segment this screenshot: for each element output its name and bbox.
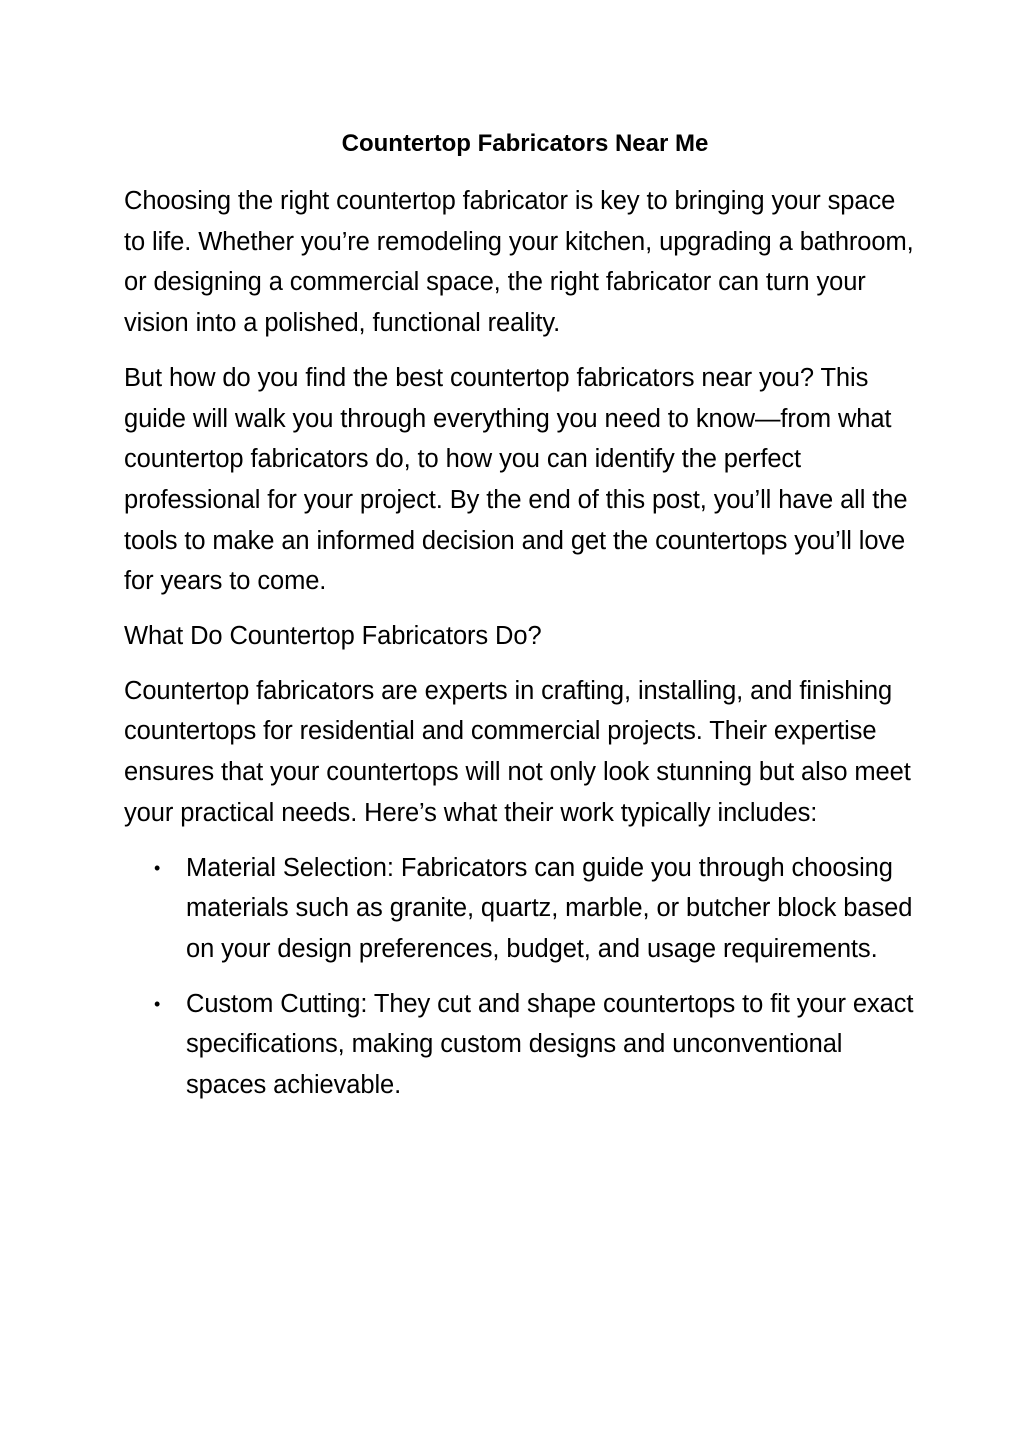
bullet-icon: • bbox=[154, 993, 161, 1014]
bullet-icon: • bbox=[154, 857, 161, 878]
list-item bbox=[124, 848, 914, 970]
document-title: Countertop Fabricators Near Me bbox=[341, 130, 709, 157]
list-item-text: Custom Cutting: They cut and shape countertops to fit your exact specifications, making custom designs and unconventional spaces achievable. bbox=[186, 989, 914, 1100]
section-heading: What Do Countertop Fabricators Do? bbox=[124, 622, 542, 651]
fabricators-paragraph: Countertop fabricators are experts in crafting, installing, and finishing countertops for residential and commercial projects. Their expertise ensures that your countertops will not only look stunning but also meet your practical needs. Here’s what their work typically includes: bbox=[124, 676, 911, 827]
list-item-text: Material Selection: Fabricators can guide you through choosing materials such as granite, quartz, marble, or butcher block based on your design preferences, budget, and usage requirements. bbox=[186, 853, 913, 963]
document-content bbox=[124, 126, 914, 1120]
list-item bbox=[124, 984, 914, 1106]
services-list bbox=[124, 848, 914, 1106]
guide-paragraph: But how do you find the best countertop fabricators near you? This guide will walk you through everything you need to know—from what countertop fabricators do, to how you can identify the perfect professional for your project. By the end of this post, you’ll have all the tools to make an informed decision and get the countertops you’ll love for years to come. bbox=[124, 363, 908, 596]
intro-paragraph: Choosing the right countertop fabricator is key to bringing your space to life. Whether you’re remodeling your kitchen, upgrading a bathroom, or designing a commercial space, the right fabricator can turn your vision into a polished, functional reality. bbox=[124, 187, 914, 338]
